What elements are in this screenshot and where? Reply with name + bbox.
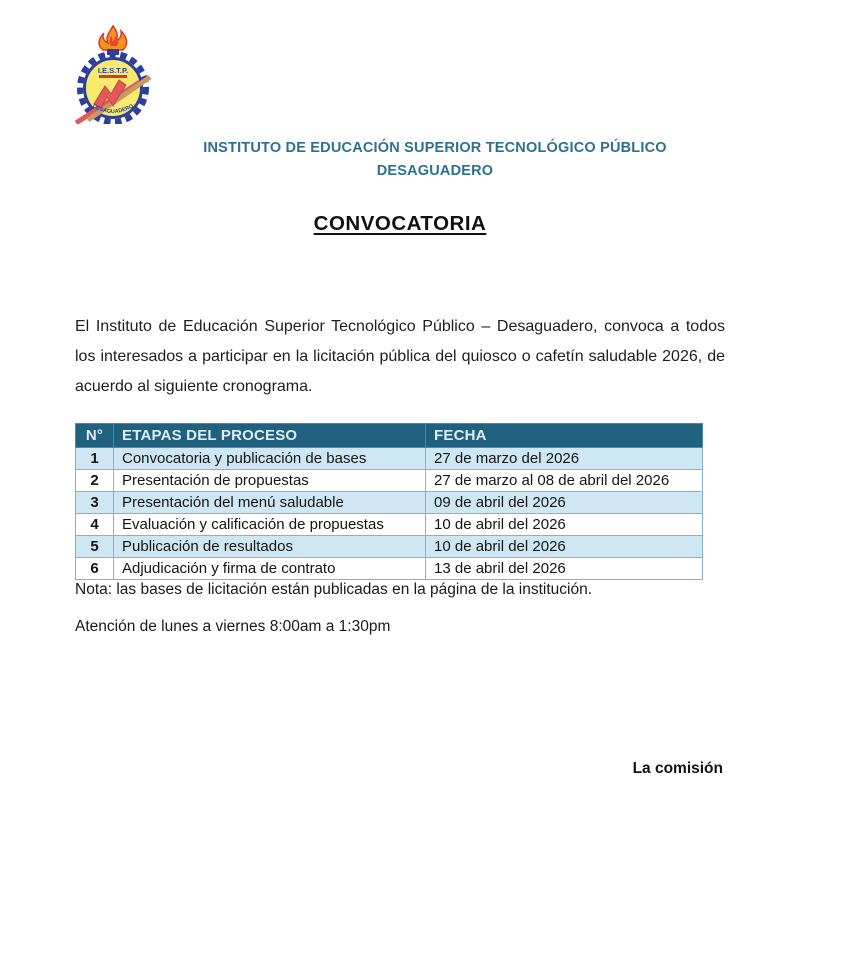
cell-fecha: 27 de marzo del 2026 [426,448,703,470]
table-row [76,558,703,580]
table-row [76,492,703,514]
table-header-row [76,424,703,448]
table-row [76,470,703,492]
cell-etapa: Convocatoria y publicación de bases [114,448,426,470]
cell-numero: 3 [76,492,114,514]
header-cell-fecha: FECHA [426,424,703,448]
cell-numero: 5 [76,536,114,558]
cell-numero: 6 [76,558,114,580]
document-title-text: CONVOCATORIA [313,212,487,235]
institution-title [110,137,760,183]
table-row [76,514,703,536]
cell-fecha: 13 de abril del 2026 [426,558,703,580]
institution-logo-icon [68,24,158,124]
cell-etapa: Adjudicación y firma de contrato [114,558,426,580]
schedule-table [75,423,703,580]
cell-fecha: 10 de abril del 2026 [426,514,703,536]
cell-numero: 4 [76,514,114,536]
cell-numero: 1 [76,448,114,470]
flame-icon [99,26,127,50]
cell-numero: 2 [76,470,114,492]
signature-la-comision: La comisión [632,760,723,777]
table-row [76,536,703,558]
logo-acronym: I.E.S.T.P. [97,66,129,75]
intro-paragraph: El Instituto de Educación Superior Tecnológico Público – Desaguadero, convoca a todos los interesados a participar en la licitación pública del quiosco o cafetín saludable 2026, de acuerdo al siguiente cronograma. [75,318,725,395]
header-cell-numero: N° [76,424,114,448]
table-row [76,448,703,470]
cell-etapa: Evaluación y calificación de propuestas [114,514,426,536]
cell-fecha: 27 de marzo al 08 de abril del 2026 [426,470,703,492]
table-body [76,448,703,580]
institution-title-line1: INSTITUTO DE EDUCACIÓN SUPERIOR TECNOLÓGICO PÚBLICO [203,140,667,156]
cell-etapa: Presentación de propuestas [114,470,426,492]
cell-etapa: Presentación del menú saludable [114,492,426,514]
header-cell-etapas: ETAPAS DEL PROCESO [114,424,426,448]
nota-line: Nota: las bases de licitación están publicadas en la página de la institución. [75,581,592,598]
logo-underline [99,75,127,78]
institution-logo [68,24,158,124]
cell-fecha: 10 de abril del 2026 [426,536,703,558]
document-title [75,212,725,236]
cell-fecha: 09 de abril del 2026 [426,492,703,514]
cell-etapa: Publicación de resultados [114,536,426,558]
logo-name-curved: DESAGUADERO [91,103,135,116]
atencion-line: Atención de lunes a viernes 8:00am a 1:30pm [75,618,391,635]
institution-title-line2: DESAGUADERO [376,163,494,179]
